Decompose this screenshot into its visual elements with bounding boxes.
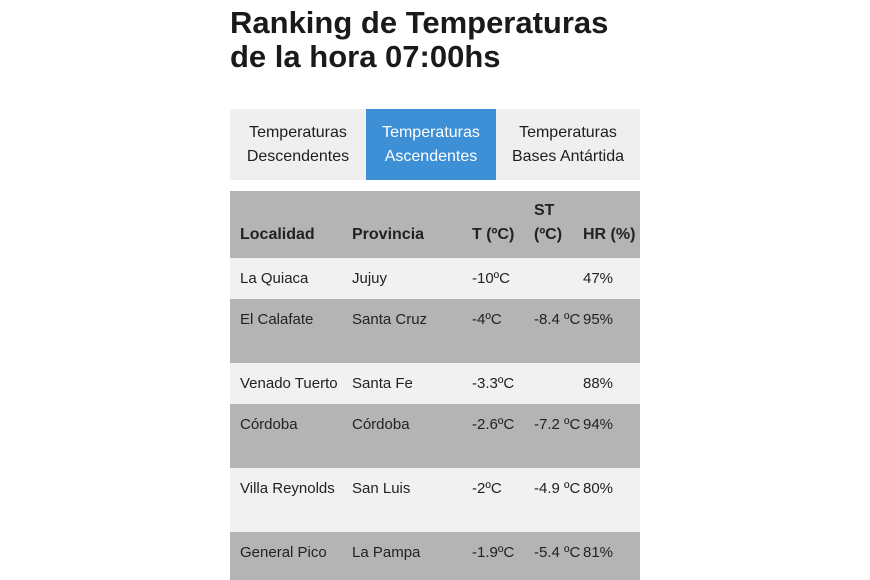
header-provincia: Provincia (352, 226, 425, 243)
tab-temperaturas-bases-antartida[interactable]: Temperaturas Bases Antártida (511, 123, 625, 165)
cell-sensacion-termica (534, 363, 583, 404)
cell-sensacion-termica: -5.4 ºC (534, 544, 581, 561)
cell-provincia: La Pampa (352, 544, 421, 561)
cell-localidad: Córdoba (240, 416, 298, 433)
cell-provincia: Santa Cruz (352, 311, 428, 328)
cell-localidad: La Quiaca (240, 270, 309, 287)
header-temperature: T (ºC) (472, 226, 515, 243)
tab-bar (230, 109, 640, 180)
cell-provincia: Jujuy (352, 270, 388, 287)
cell-sensacion-termica: -4.9 ºC (534, 480, 581, 497)
header-humedad-relativa: HR (%) (583, 226, 636, 243)
table-row (230, 299, 640, 363)
table-row (230, 258, 640, 299)
cell-temperature: -1.9ºC (472, 544, 515, 561)
header-sensacion-termica: ST (ºC) (534, 202, 563, 243)
cell-humedad: 81% (583, 544, 614, 561)
table-row (230, 468, 640, 532)
table-row (230, 363, 640, 404)
cell-temperature: -2.6ºC (472, 416, 515, 433)
cell-sensacion-termica: -7.2 ºC (534, 416, 581, 433)
tab-temperaturas-descendentes[interactable]: Temperaturas Descendentes (246, 123, 350, 165)
cell-temperature: -4ºC (472, 311, 502, 328)
cell-humedad: 80% (583, 480, 614, 497)
tab-temperaturas-ascendentes[interactable]: Temperaturas Ascendentes (366, 109, 496, 180)
cell-provincia: Santa Fe (352, 375, 413, 392)
cell-provincia: Córdoba (352, 416, 410, 433)
cell-sensacion-termica (534, 258, 583, 299)
cell-humedad: 95% (583, 311, 614, 328)
cell-temperature: -2ºC (472, 480, 502, 497)
cell-temperature: -3.3ºC (472, 375, 515, 392)
cell-localidad: Venado Tuerto (240, 375, 338, 392)
cell-humedad: 47% (583, 270, 614, 287)
cell-humedad: 94% (583, 416, 614, 433)
cell-localidad: El Calafate (240, 311, 314, 328)
cell-sensacion-termica: -8.4 ºC (534, 311, 581, 328)
temperature-ranking-table (230, 191, 640, 580)
cell-localidad: Villa Reynolds (240, 480, 335, 497)
table-row (230, 404, 640, 468)
table-row (230, 532, 640, 580)
cell-localidad: General Pico (240, 544, 327, 561)
cell-temperature: -10ºC (472, 270, 510, 287)
header-localidad: Localidad (240, 226, 315, 243)
page-title: Ranking de Temperaturas de la hora 07:00hs (230, 5, 609, 74)
table-header-row (230, 191, 640, 258)
cell-provincia: San Luis (352, 480, 411, 497)
cell-humedad: 88% (583, 375, 614, 392)
